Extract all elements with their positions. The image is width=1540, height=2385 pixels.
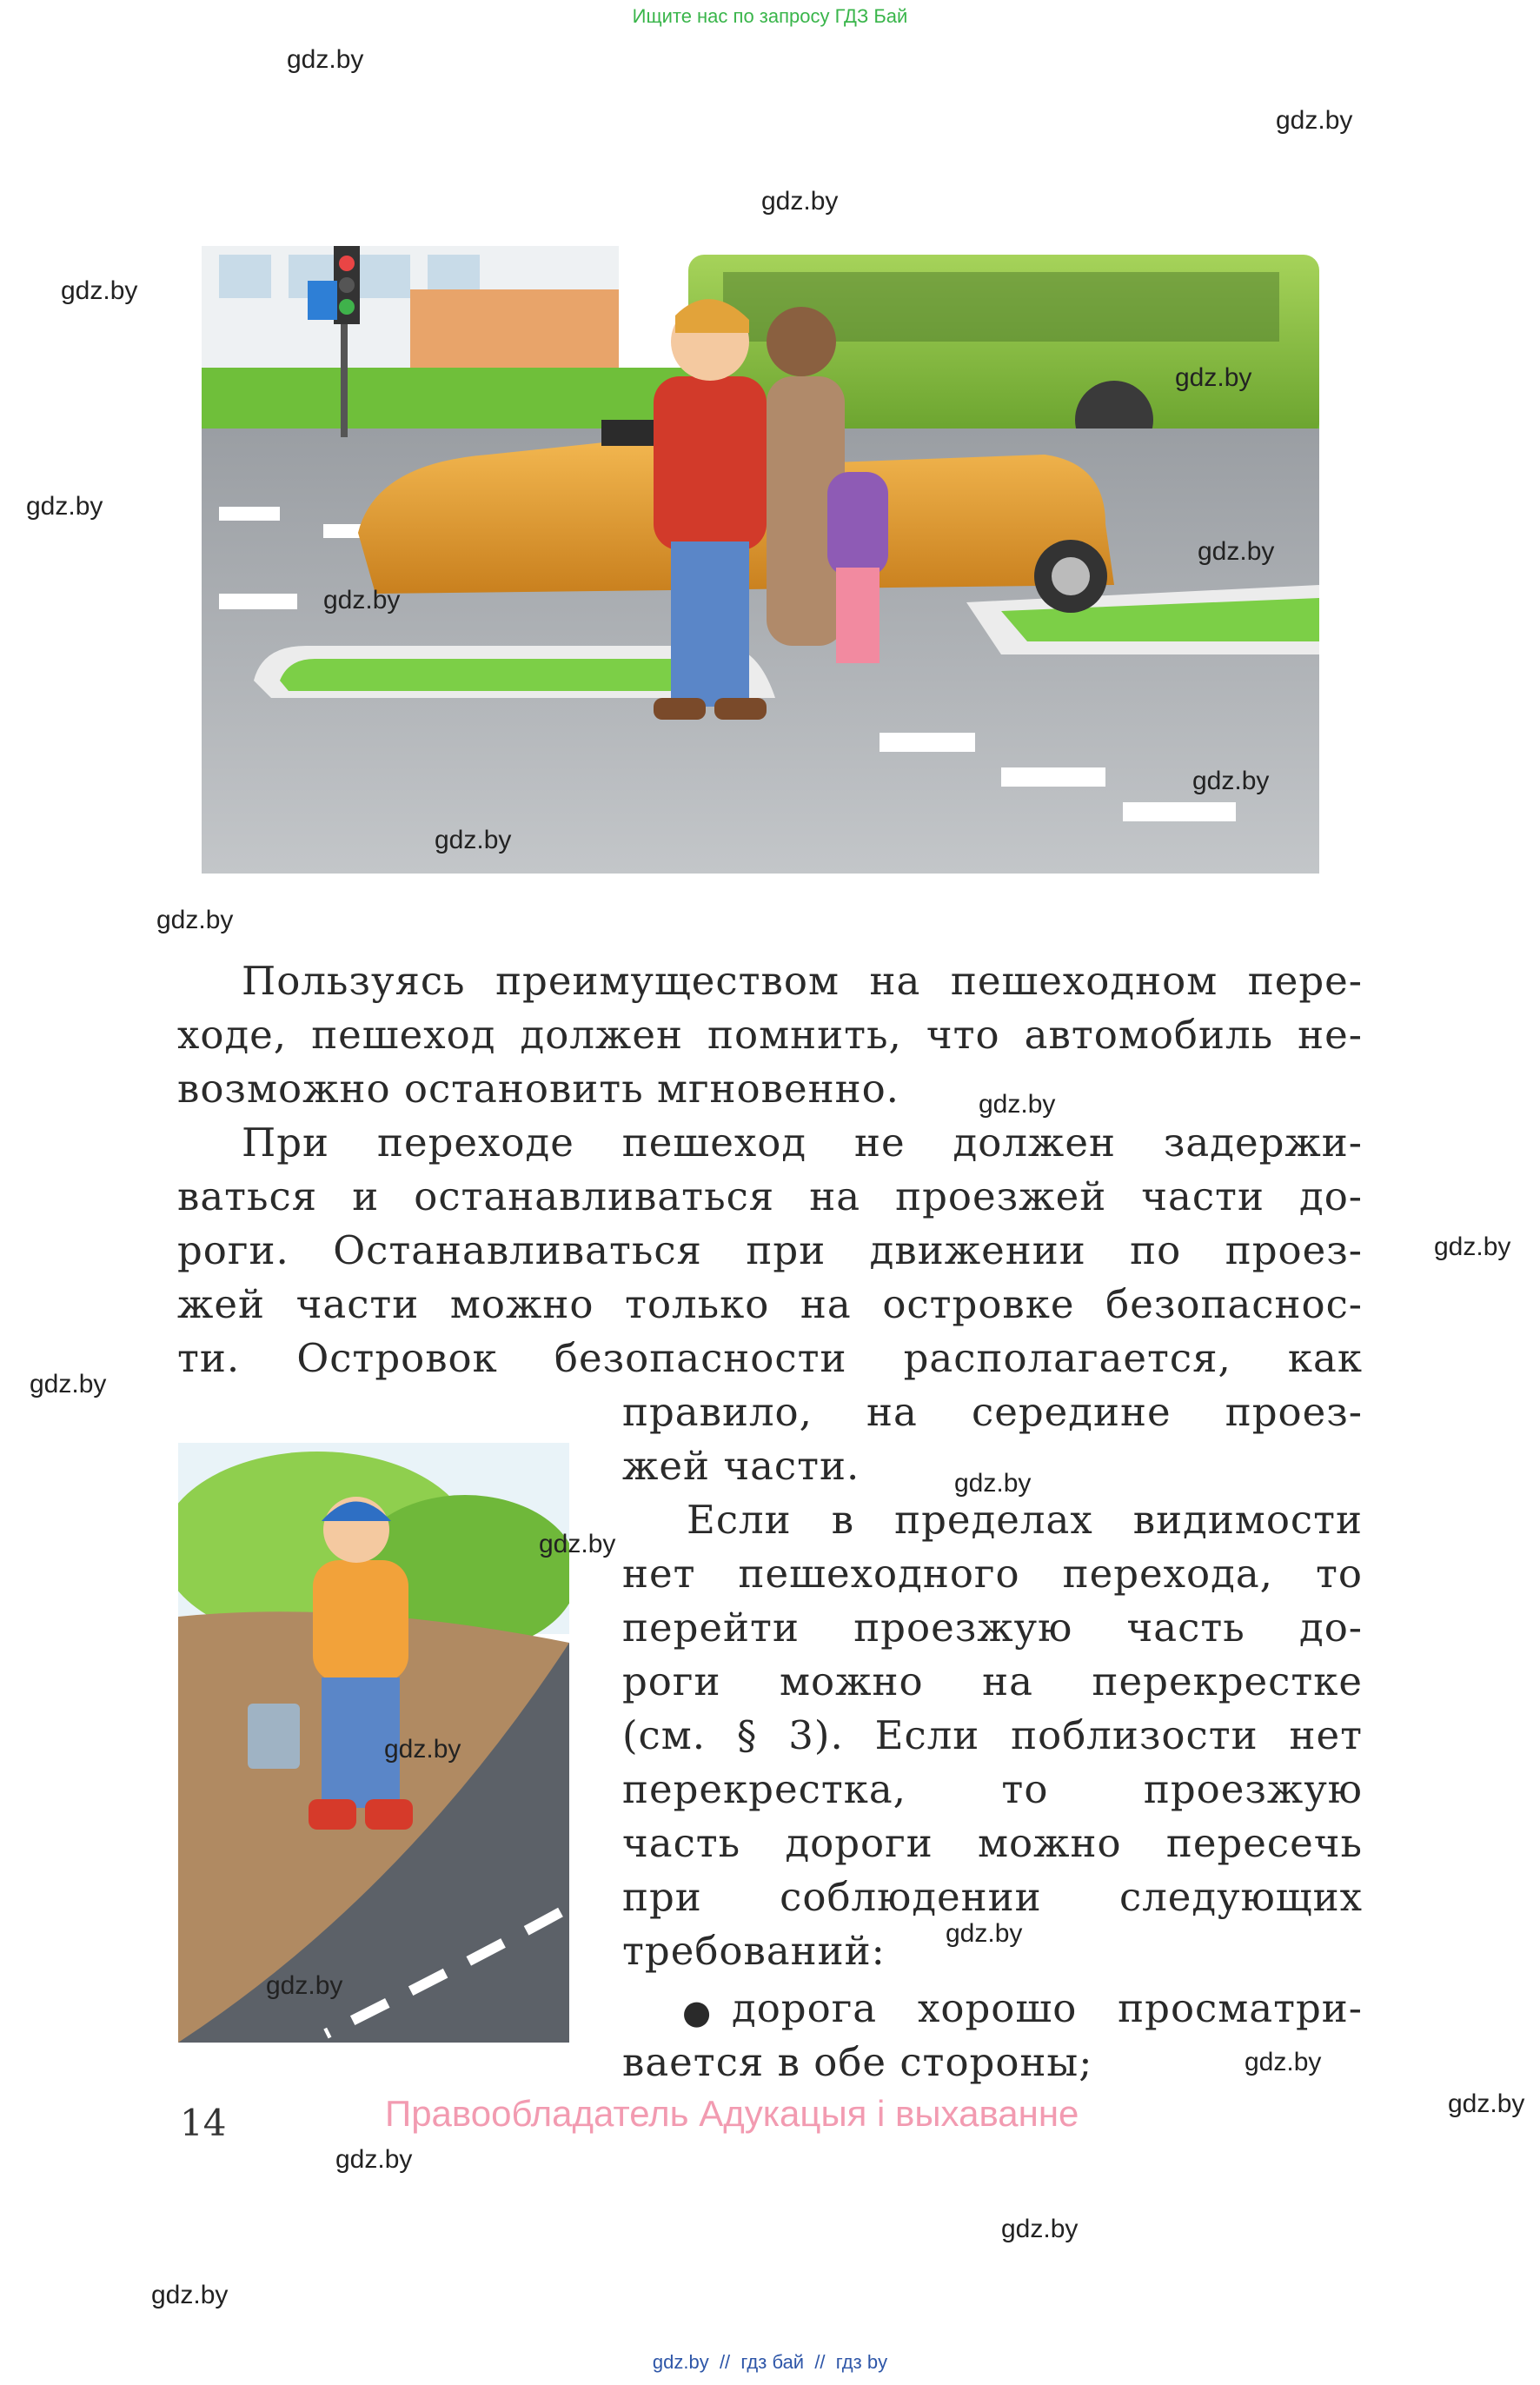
page-number: 14 xyxy=(180,2102,227,2144)
text-line: правило, на середине проез- xyxy=(622,1389,1363,1435)
text-line: При переходе пешеход не должен задержи- xyxy=(242,1119,1363,1166)
text-line: перекрестка, то проезжую xyxy=(622,1766,1363,1812)
watermark: gdz.by xyxy=(539,1530,616,1558)
text-line: жей части. xyxy=(622,1443,860,1489)
illustration-boy-road xyxy=(178,1443,569,2043)
watermark: gdz.by xyxy=(954,1469,1032,1498)
text-line: дорога хорошо просматри- xyxy=(732,1985,1363,2031)
text-line: Если в пределах видимости xyxy=(687,1497,1363,1543)
watermark: gdz.by xyxy=(761,187,839,216)
top-banner: Ищите нас по запросу ГДЗ Бай xyxy=(632,5,908,27)
text-line: при соблюдении следующих xyxy=(622,1874,1363,1920)
watermark: gdz.by xyxy=(435,826,512,854)
illustration-crossing xyxy=(202,246,1319,874)
watermark: gdz.by xyxy=(1276,106,1353,135)
watermark: gdz.by xyxy=(26,492,103,521)
watermark: gdz.by xyxy=(979,1090,1056,1119)
text-line: жей части можно только на островке безопаснос- xyxy=(177,1281,1363,1327)
copyright-line: Правообладатель Адукацыя і выхаванне xyxy=(385,2093,1079,2134)
watermark: gdz.by xyxy=(287,45,364,74)
text-line: ваться и останавливаться на проезжей части до- xyxy=(177,1173,1363,1219)
text-line: возможно остановить мгновенно. xyxy=(177,1066,899,1112)
watermark: gdz.by xyxy=(1192,767,1270,795)
bullet-marker: ● xyxy=(682,1993,713,2031)
watermark: gdz.by xyxy=(1001,2215,1079,2243)
text-line: нет пешеходного перехода, то xyxy=(622,1551,1363,1597)
boy-scene-svg xyxy=(178,1443,569,2043)
watermark: gdz.by xyxy=(384,1735,461,1764)
text-line: роги можно на перекрестке xyxy=(622,1658,1363,1704)
text-line: роги. Останавливаться при движении по проез- xyxy=(177,1227,1363,1273)
watermark: gdz.by xyxy=(1175,363,1252,392)
crossing-scene-svg xyxy=(202,246,1319,874)
watermark: gdz.by xyxy=(156,906,234,934)
text-line: часть дороги можно пересечь xyxy=(622,1820,1363,1866)
text-line: вается в обе стороны; xyxy=(622,2039,1093,2085)
text-line: ти. Островок безопасности располагается, как xyxy=(177,1335,1363,1381)
footer-links: gdz.by // гдз бай // гдз by xyxy=(652,2351,888,2373)
text-line: (см. § 3). Если поблизости нет xyxy=(622,1712,1363,1758)
watermark: gdz.by xyxy=(1448,2089,1525,2118)
text-line: перейти проезжую часть до- xyxy=(622,1604,1363,1651)
watermark: gdz.by xyxy=(266,1971,343,2000)
watermark: gdz.by xyxy=(151,2281,229,2309)
watermark: gdz.by xyxy=(1245,2048,1322,2076)
watermark: gdz.by xyxy=(335,2145,413,2174)
watermark: gdz.by xyxy=(946,1919,1023,1948)
watermark: gdz.by xyxy=(30,1370,107,1398)
watermark: gdz.by xyxy=(61,276,138,305)
text-line: ходе, пешеход должен помнить, что автомобиль не- xyxy=(177,1012,1363,1058)
text-line: Пользуясь преимуществом на пешеходном пере- xyxy=(242,958,1363,1004)
text-line: требований: xyxy=(622,1928,886,1974)
watermark: gdz.by xyxy=(1434,1232,1511,1261)
watermark: gdz.by xyxy=(1198,537,1275,566)
watermark: gdz.by xyxy=(323,586,401,615)
